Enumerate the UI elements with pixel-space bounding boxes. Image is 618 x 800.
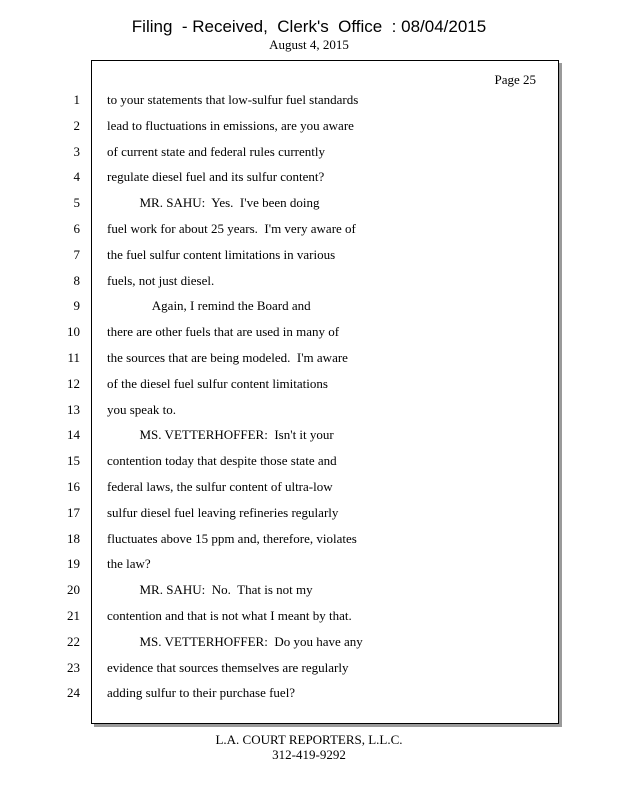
page-number: Page 25 [494,72,536,87]
transcript-line: fuels, not just diesel. [107,273,215,288]
transcript-line: contention and that is not what I meant by that. [107,608,352,623]
line-number: 6 [73,221,80,236]
line-number: 14 [67,427,80,442]
transcript-line: sulfur diesel fuel leaving refineries regularly [107,505,339,520]
transcript-line: lead to fluctuations in emissions, are you aware [107,118,354,133]
transcript-line: of the diesel fuel sulfur content limitations [107,376,328,391]
transcript-line: MR. SAHU: No. That is not my [107,582,313,597]
line-number: 3 [73,144,80,159]
line-number: 8 [73,273,80,288]
transcript-line: regulate diesel fuel and its sulfur content? [107,169,325,184]
line-number: 22 [67,634,80,649]
line-number: 12 [67,376,80,391]
line-number: 4 [73,169,80,184]
transcript-line: you speak to. [107,402,176,417]
line-number: 20 [67,582,80,597]
line-number: 7 [73,247,80,262]
line-number: 15 [67,453,80,468]
transcript-line: to your statements that low-sulfur fuel standards [107,92,359,107]
transcript-line: of current state and federal rules currently [107,144,326,159]
line-number: 19 [67,556,80,571]
transcript-line: there are other fuels that are used in many of [107,324,340,339]
footer [0,732,618,762]
transcript-line: MS. VETTERHOFFER: Do you have any [107,634,363,649]
line-number: 18 [67,531,80,546]
transcript-line: Again, I remind the Board and [107,298,311,313]
reporter-phone: 312-419-9292 [272,747,346,762]
line-number: 9 [73,298,80,313]
line-number: 10 [67,324,80,339]
transcript-line: MS. VETTERHOFFER: Isn't it your [107,427,334,442]
transcript-line: fuel work for about 25 years. I'm very aware of [107,221,356,236]
filing-stamp: Filing - Received, Clerk's Office : 08/04/2015 [131,17,487,36]
reporter-company: L.A. COURT REPORTERS, L.L.C. [215,732,403,747]
line-number: 5 [73,195,80,210]
transcript-line: MR. SAHU: Yes. I've been doing [107,195,320,210]
transcript-line: the law? [107,556,151,571]
line-number: 16 [67,479,80,494]
transcript-line: contention today that despite those state and [107,453,337,468]
transcript-line: adding sulfur to their purchase fuel? [107,685,296,700]
line-number: 23 [67,660,80,675]
line-number: 21 [67,608,80,623]
transcript-date: August 4, 2015 [269,37,349,52]
line-number: 1 [73,92,80,107]
transcript-line: federal laws, the sulfur content of ultra-low [107,479,333,494]
transcript-line: evidence that sources themselves are regularly [107,660,349,675]
transcript-line: the sources that are being modeled. I'm aware [107,350,348,365]
line-number: 13 [67,402,80,417]
line-number: 2 [73,118,80,133]
line-number: 11 [67,350,80,365]
transcript-line: the fuel sulfur content limitations in various [107,247,336,262]
transcript-line: fluctuates above 15 ppm and, therefore, violates [107,531,357,546]
line-number: 17 [67,505,80,520]
line-number: 24 [67,685,80,700]
